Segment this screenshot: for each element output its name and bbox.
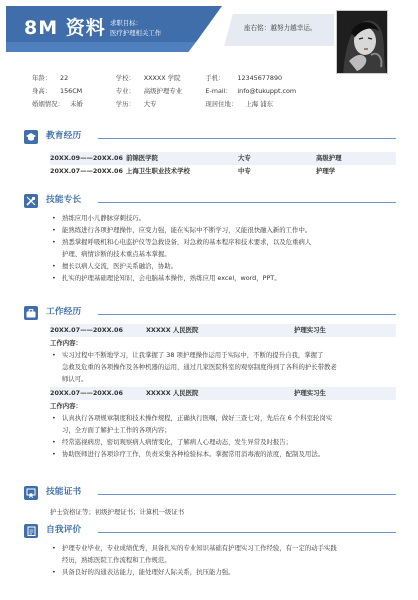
job-objective xyxy=(110,19,161,38)
self-evaluation-section xyxy=(24,524,396,578)
list-item: • 能熟练进行各项护理操作，应变力强，能在实际中不断学习，又能很快融入新的工作中。 xyxy=(50,224,396,236)
notepad-icon xyxy=(24,524,38,538)
job-duties xyxy=(50,349,396,385)
motto-text: 座右铭：越努力越幸运。 xyxy=(244,24,317,32)
job-period: 20XX.07——20XX.06 xyxy=(50,389,123,398)
age-value: 22 xyxy=(60,74,69,83)
degree-value: 大专 xyxy=(143,100,157,109)
edu-major: 高级护理 xyxy=(316,154,342,163)
job-role: 护理实习生 xyxy=(294,389,326,398)
education-section xyxy=(24,130,396,178)
age-label: 年龄： xyxy=(32,74,52,83)
list-item: • 护理专业毕业，专业成绩优秀，具备扎实的专业知识基础有护理实习工作经验，有一定的动手实践 xyxy=(50,542,396,554)
list-item: • 扎实的护理基础理论知识，会电脑基本操作，熟练应用 excel，word，PPT。 xyxy=(50,272,396,284)
objective-label: 求职目标： xyxy=(110,19,142,27)
work-section xyxy=(24,306,396,460)
objective-value: 医疗护理相关工作 xyxy=(110,28,162,37)
edu-level: 中专 xyxy=(238,167,251,176)
section-divider xyxy=(98,314,396,315)
list-item-continuation xyxy=(50,554,396,566)
job-content-label: 工作内容： xyxy=(50,339,82,347)
list-item: • 实习过程中不断地学习，让我掌握了 38 项护理操作运用于实际中，不断的提升自我，掌握了 xyxy=(50,349,396,361)
edu-period: 20XX.07——20XX.06 xyxy=(50,167,123,176)
job-org: XXXXX 人民医院 xyxy=(146,326,199,335)
job-period: 20XX.07——20XX.06 xyxy=(50,326,123,335)
section-header xyxy=(24,130,396,144)
education-row xyxy=(50,152,396,165)
list-item: • 熟悉掌握呼吸机和心电监护仪等急救设备，对急救的基本程序和技术要求，以及危重病人 xyxy=(50,236,396,248)
major-label: 专业： xyxy=(115,87,135,96)
section-header xyxy=(24,486,396,500)
certificate-icon xyxy=(24,486,38,500)
degree-label: 学历： xyxy=(115,100,135,109)
list-item-continuation xyxy=(50,424,396,436)
list-item: • 熟练应用小儿静脉穿刺技巧。 xyxy=(50,212,396,224)
major-value: 高级护理专业 xyxy=(143,87,183,96)
section-divider xyxy=(98,494,396,495)
section-divider xyxy=(98,202,396,203)
graduation-cap-icon xyxy=(24,130,38,144)
address-value: 上海 浦东 xyxy=(245,100,273,109)
edu-period: 20XX.09——20XX.06 xyxy=(50,154,123,163)
section-header xyxy=(24,194,396,208)
education-row xyxy=(50,165,396,178)
list-item-text: 急救及危重的各项操作及各种机器的运用，通过几家医院科室的观察制度得到了各科的护长带教老 xyxy=(62,363,337,371)
info-row xyxy=(32,85,332,98)
edu-school: 上海卫生职业技术学校 xyxy=(126,167,190,176)
skills-list xyxy=(50,212,396,284)
tools-icon xyxy=(24,194,38,208)
marital-label: 婚姻情况： xyxy=(32,100,64,109)
email-value: info@tukuppt.com xyxy=(237,87,297,96)
info-row xyxy=(32,98,332,111)
edu-school: 前锦医学院 xyxy=(126,154,158,163)
edu-major: 护理学 xyxy=(316,167,336,176)
address-label: 现居住地： xyxy=(205,100,238,109)
list-item: • 经常巡视病房，密切观察病人病情变化，了解病人心理动态，发生异常及时报告； xyxy=(50,436,396,448)
info-row xyxy=(32,72,332,85)
height-value: 156CM xyxy=(60,87,83,96)
list-item-continuation xyxy=(50,361,396,373)
profile-photo xyxy=(336,10,388,74)
list-item: • 协助医师进行各项诊疗工作，负责采集各种检验标本。掌握常用消毒液的浓度，配制及用法。 xyxy=(50,448,396,460)
height-label: 身高： xyxy=(32,87,52,96)
phone-value: 12345677890 xyxy=(237,74,283,83)
school-label: 学校： xyxy=(115,74,135,83)
certificates-section xyxy=(24,486,396,518)
list-item-text: 师认可。 xyxy=(62,375,88,383)
school-value: XXXXX 学院 xyxy=(143,74,181,83)
section-title: 教育经历 xyxy=(46,131,82,142)
edu-level: 大专 xyxy=(238,154,251,163)
list-item-continuation xyxy=(50,248,396,260)
phone-label: 手机： xyxy=(205,74,225,83)
portrait-image xyxy=(337,11,388,74)
list-item: • 擅长以病人交流，医护关系融洽，协助。 xyxy=(50,260,396,272)
briefcase-icon xyxy=(24,306,38,320)
skills-section xyxy=(24,194,396,284)
section-divider xyxy=(98,532,396,533)
section-header xyxy=(24,306,396,320)
list-item: • 认真执行各项规章制度和技术操作规程，正确执行医嘱，做好三查七对，先后在 6 个科室轮岗实 xyxy=(50,412,396,424)
marital-value: 未婚 xyxy=(70,100,83,109)
job-duties xyxy=(50,412,396,460)
section-title: 自我评价 xyxy=(46,525,82,536)
job-row xyxy=(50,324,396,337)
section-title: 技能证书 xyxy=(46,487,82,498)
list-item-text: 护理、病情诊断的技术重点基本掌握。 xyxy=(62,250,171,258)
basic-info xyxy=(32,72,332,111)
section-title: 技能专长 xyxy=(46,195,82,206)
resume-name: 8M 资料 xyxy=(24,17,106,39)
certificates-text: 护士资格证等；初级护理证书；计算机一级证书 xyxy=(50,508,185,516)
section-title: 工作经历 xyxy=(46,307,82,318)
list-item-text: 经历，熟练医院工作流程和工作规范。 xyxy=(62,556,171,564)
job-role: 护理实习生 xyxy=(294,326,326,335)
job-content-label: 工作内容： xyxy=(50,402,82,410)
email-label: E-mail： xyxy=(205,87,232,96)
header-banner-strip xyxy=(6,42,196,52)
resume-page xyxy=(6,6,412,598)
section-header xyxy=(24,524,396,538)
section-divider xyxy=(98,138,396,139)
job-org: XXXXX 人民医院 xyxy=(146,389,199,398)
list-item-text: 习，全方面了解护士工作的各项内容； xyxy=(62,426,171,434)
list-item-continuation xyxy=(50,373,396,385)
job-row xyxy=(50,387,396,400)
list-item: • 具备良好的沟通表达能力，能处理好人际关系，抗压能力强。 xyxy=(50,566,396,578)
self-evaluation-list xyxy=(50,542,396,578)
